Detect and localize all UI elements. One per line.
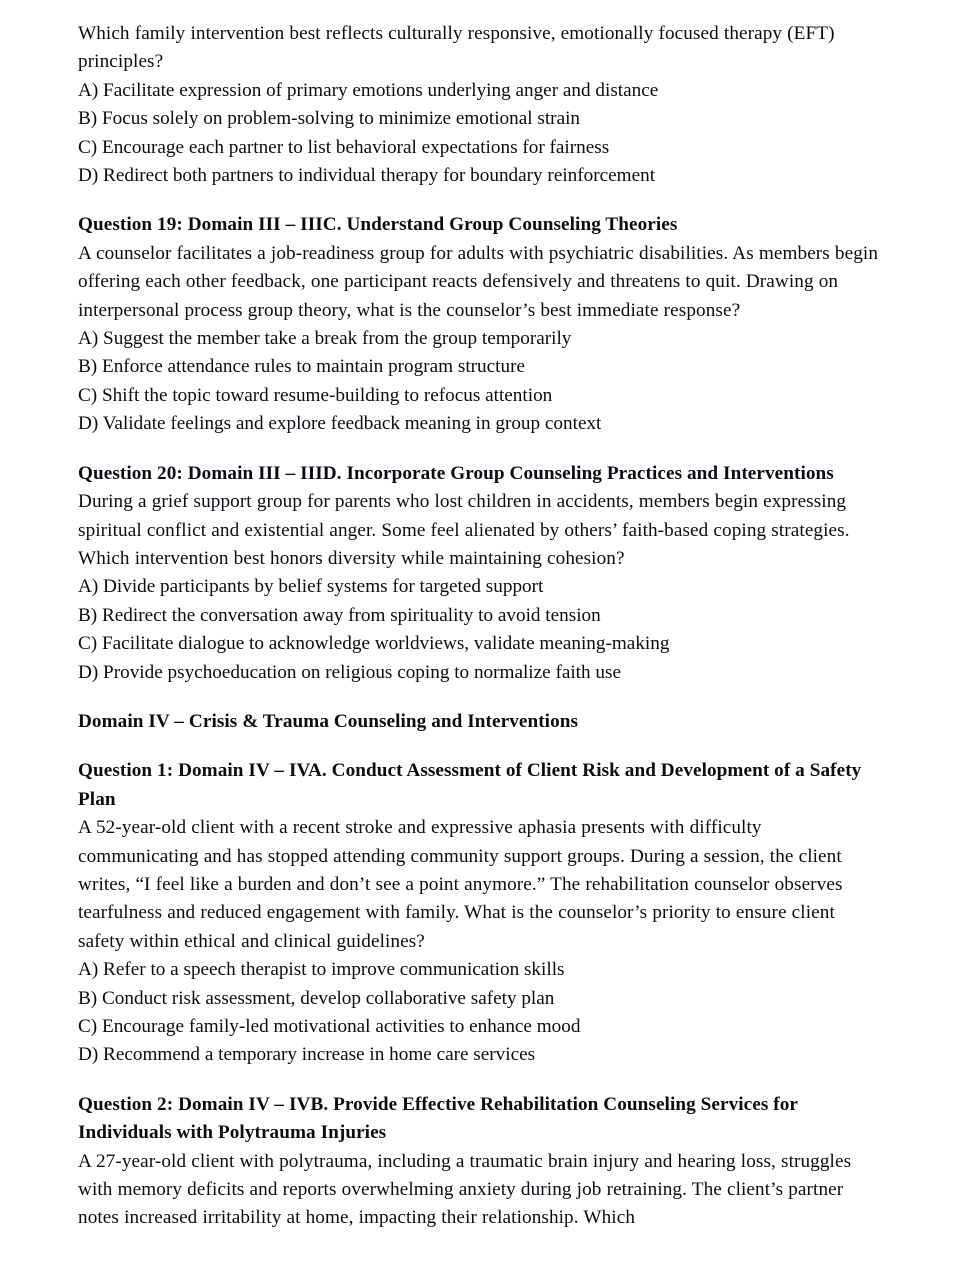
- domain-section-heading-block: [78, 708, 880, 736]
- answer-options: [78, 325, 880, 439]
- question-stem: During a grief support group for parents who lost children in accidents, members begin expressing spiritual conflict and existential anger. Some feel alienated by others’ faith-based coping strategies. Which intervention best honors diversity while maintaining cohesion?: [78, 491, 850, 569]
- question-stem: A counselor facilitates a job-readiness group for adults with psychiatric disabilities. As members begin offering each other feedback, one participant reacts defensively and threatens to quit. Drawing on interpersonal process group theory, what is the counselor’s best immediate response?: [78, 242, 879, 321]
- answer-option-b[interactable]: B) Enforce attendance rules to maintain program structure: [78, 356, 525, 378]
- answer-option-a[interactable]: A) Suggest the member take a break from the group temporarily: [78, 328, 572, 350]
- answer-option-c[interactable]: C) Encourage each partner to list behavioral expectations for fairness: [78, 136, 610, 158]
- question-stem: A 27-year-old client with polytrauma, including a traumatic brain injury and hearing loss, struggles with memory deficits and reports overwhelming anxiety during job retraining. The client’s partner notes increased irritability at home, impacting their relationship. Which: [78, 1150, 852, 1229]
- answer-option-a[interactable]: A) Facilitate expression of primary emotions underlying anger and distance: [78, 79, 659, 101]
- answer-option-d[interactable]: D) Recommend a temporary increase in home care services: [78, 1044, 536, 1066]
- question-block-q20: [78, 460, 880, 687]
- answer-option-a[interactable]: A) Refer to a speech therapist to improve communication skills: [78, 959, 565, 981]
- question-heading: Question 1: Domain IV – IVA. Conduct Assessment of Client Risk and Development of a Safety Plan: [78, 760, 862, 810]
- question-block-q18-continued: [78, 20, 880, 190]
- question-block-domain-iv-q2: [78, 1091, 880, 1233]
- document-body: [78, 20, 880, 1233]
- answer-options: [78, 956, 880, 1070]
- question-heading: Question 2: Domain IV – IVB. Provide Effective Rehabilitation Counseling Services for Individuals with Polytrauma Injuries: [78, 1093, 798, 1144]
- answer-option-c[interactable]: C) Shift the topic toward resume-building to refocus attention: [78, 384, 553, 406]
- answer-option-d[interactable]: D) Validate feelings and explore feedback meaning in group context: [78, 413, 602, 435]
- answer-options: [78, 77, 880, 191]
- answer-options: [78, 573, 880, 687]
- question-block-q19: [78, 211, 880, 438]
- answer-option-c[interactable]: C) Encourage family-led motivational activities to enhance mood: [78, 1016, 581, 1037]
- question-heading: Question 20: Domain III – IIID. Incorporate Group Counseling Practices and Interventions: [78, 462, 834, 484]
- answer-option-c[interactable]: C) Facilitate dialogue to acknowledge worldviews, validate meaning-making: [78, 633, 670, 655]
- domain-heading: Domain IV – Crisis & Trauma Counseling and Interventions: [78, 710, 579, 732]
- question-block-domain-iv-q1: [78, 757, 880, 1069]
- answer-option-a[interactable]: A) Divide participants by belief systems for targeted support: [78, 576, 544, 598]
- question-heading: Question 19: Domain III – IIIC. Understand Group Counseling Theories: [78, 214, 678, 236]
- answer-option-d[interactable]: D) Redirect both partners to individual therapy for boundary reinforcement: [78, 165, 656, 187]
- question-stem: Which family intervention best reflects culturally responsive, emotionally focused therapy (EFT) principles?: [78, 23, 835, 73]
- answer-option-b[interactable]: B) Conduct risk assessment, develop collaborative safety plan: [78, 987, 555, 1009]
- answer-option-b[interactable]: B) Focus solely on problem-solving to minimize emotional strain: [78, 108, 581, 130]
- answer-option-b[interactable]: B) Redirect the conversation away from spirituality to avoid tension: [78, 604, 601, 626]
- answer-option-d[interactable]: D) Provide psychoeducation on religious coping to normalize faith use: [78, 661, 621, 683]
- question-stem: A 52-year-old client with a recent stroke and expressive aphasia presents with difficulty communicating and has stopped attending community support groups. During a session, the client writes, “I feel like a burden and don’t see a point anymore.” The rehabilitation counselor observes tearfulness and reduced engagement with family. What is the counselor’s priority to ensure client safety within ethical and clinical guidelines?: [78, 817, 843, 952]
